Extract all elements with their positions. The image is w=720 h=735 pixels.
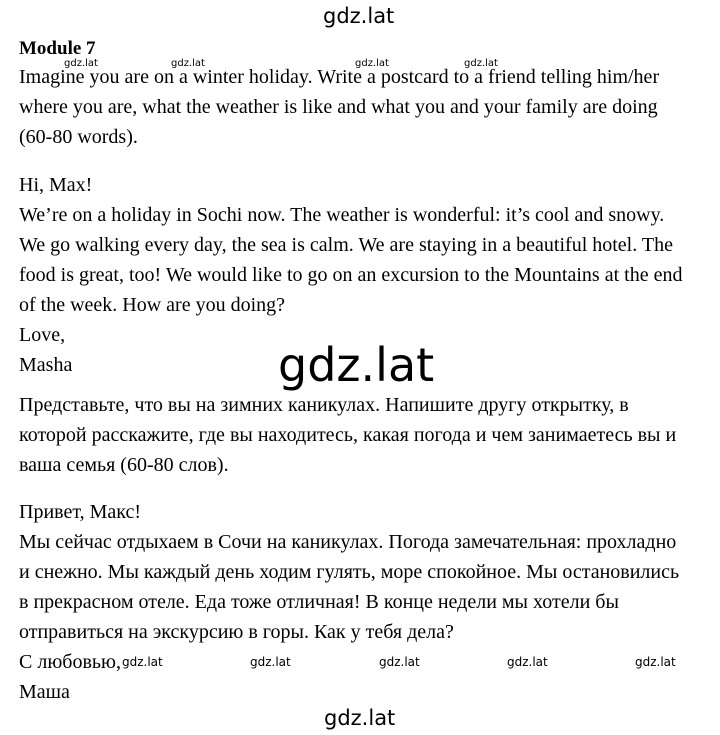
- watermark-top: gdz.lat: [323, 4, 395, 28]
- watermark-small: gdz.lat: [464, 58, 498, 69]
- text-line: ваша семья (60-80 слов).: [19, 454, 229, 476]
- watermark-row: gdz.lat: [122, 655, 163, 669]
- text-line: food is great, too! We would like to go on an excursion to the Mountains at the end: [19, 264, 683, 286]
- watermark-center: gdz.lat: [278, 338, 435, 392]
- watermark-small: gdz.lat: [64, 58, 98, 69]
- watermark-small: gdz.lat: [355, 58, 389, 69]
- watermark-row: gdz.lat: [250, 655, 291, 669]
- text-line: where you are, what the weather is like and what you and your family are doing: [19, 96, 658, 118]
- text-line: в прекрасном отеле. Еда тоже отличная! В конце недели мы хотели бы: [19, 591, 619, 613]
- text-line: Love,: [19, 324, 66, 346]
- text-line: We’re on a holiday in Sochi now. The weather is wonderful: it’s cool and snowy.: [19, 204, 665, 226]
- answer-english: [19, 170, 709, 380]
- text-line: Маша: [19, 681, 70, 703]
- text-line: We go walking every day, the sea is calm. We are staying in a beautiful hotel. The: [19, 234, 673, 256]
- watermark-row: gdz.lat: [635, 655, 676, 669]
- module-heading: Module 7: [19, 38, 96, 59]
- task-russian: [19, 390, 709, 480]
- task-english: [19, 62, 709, 152]
- text-line: Imagine you are on a winter holiday. Write a postcard to a friend telling him/her: [19, 66, 660, 88]
- watermark-small: gdz.lat: [171, 58, 205, 69]
- text-line: (60-80 words).: [19, 126, 138, 148]
- text-line: Masha: [19, 354, 73, 376]
- text-line: отправиться на экскурсию в горы. Как у тебя дела?: [19, 621, 454, 643]
- text-line: С любовью,: [19, 651, 121, 673]
- text-line: Представьте, что вы на зимних каникулах. Напишите другу открытку, в: [19, 394, 629, 416]
- text-line: Привет, Макс!: [19, 501, 142, 523]
- text-line: которой расскажите, где вы находитесь, какая погода и чем занимаетесь вы и: [19, 424, 677, 446]
- text-line: и снежно. Мы каждый день ходим гулять, море спокойное. Мы остановились: [19, 561, 680, 583]
- watermark-row: gdz.lat: [379, 655, 420, 669]
- watermark-row: gdz.lat: [507, 655, 548, 669]
- watermark-bottom: gdz.lat: [324, 706, 396, 730]
- text-line: Hi, Max!: [19, 174, 93, 196]
- text-line: of the week. How are you doing?: [19, 294, 286, 316]
- text-line: Мы сейчас отдыхаем в Сочи на каникулах. Погода замечательная: прохладно: [19, 531, 677, 553]
- answer-russian: [19, 497, 709, 707]
